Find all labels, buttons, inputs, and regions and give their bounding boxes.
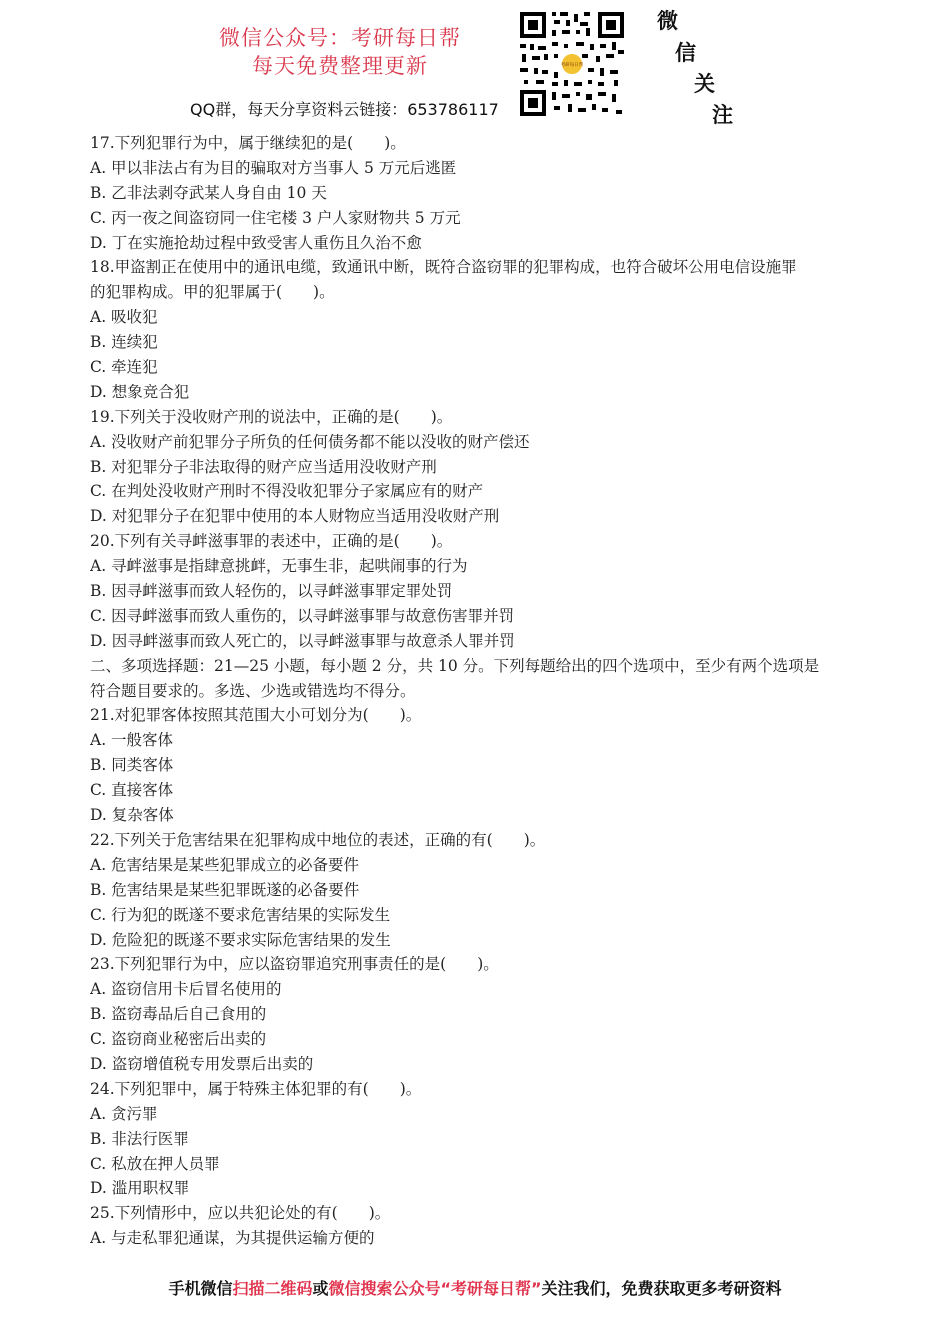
qr-center-label: 考研每日帮 bbox=[560, 63, 584, 68]
text-line: B. 非法行医罪 bbox=[90, 1129, 189, 1148]
footer-text-2: 关注我们，免费获取更多考研资料 bbox=[541, 1279, 782, 1298]
text-line: C. 因寻衅滋事而致人重伤的，以寻衅滋事罪与故意伤害罪并罚 bbox=[90, 606, 515, 625]
text-line: A. 一般客体 bbox=[90, 731, 174, 750]
text-line: A. 没收财产前犯罪分子所负的任何债务都不能以没收的财产偿还 bbox=[90, 432, 530, 451]
text-line: C. 丙一夜之间盗窃同一住宅楼 3 户人家财物共 5 万元 bbox=[90, 208, 461, 227]
text-line: 20.下列有关寻衅滋事罪的表述中，正确的是( )。 bbox=[90, 532, 453, 551]
promo-wechat-account: 微信公众号：考研每日帮 bbox=[219, 26, 461, 50]
text-line: B. 连续犯 bbox=[90, 333, 158, 352]
vertical-char-4: 注 bbox=[712, 103, 733, 127]
text-line: A. 贪污罪 bbox=[90, 1104, 158, 1123]
text-line: D. 滥用职权罪 bbox=[90, 1179, 190, 1198]
qr-code-image bbox=[518, 10, 626, 118]
text-line: 24.下列犯罪中，属于特殊主体犯罪的有( )。 bbox=[90, 1079, 422, 1098]
text-line: C. 私放在押人员罪 bbox=[90, 1154, 220, 1173]
text-line: C. 行为犯的既遂不要求危害结果的实际发生 bbox=[90, 905, 391, 924]
promo-daily-update: 每天免费整理更新 bbox=[252, 54, 428, 78]
text-line: C. 直接客体 bbox=[90, 781, 174, 800]
text-line: 18.甲盗割正在使用中的通讯电缆，致通讯中断，既符合盗窃罪的犯罪构成，也符合破坏公用电信设施罪 bbox=[90, 258, 797, 277]
text-line: C. 盗窃商业秘密后出卖的 bbox=[90, 1030, 267, 1049]
text-line: A. 甲以非法占有为目的骗取对方当事人 5 万元后逃匿 bbox=[90, 158, 457, 177]
text-line: D. 想象竞合犯 bbox=[90, 382, 190, 401]
page-footer bbox=[0, 1276, 950, 1299]
text-line: 21.对犯罪客体按照其范围大小可划分为( )。 bbox=[90, 706, 422, 725]
text-line: A. 吸收犯 bbox=[90, 308, 158, 327]
text-line: 符合题目要求的。多选、少选或错选均不得分。 bbox=[90, 681, 416, 700]
text-line: D. 因寻衅滋事而致人死亡的，以寻衅滋事罪与故意杀人罪并罚 bbox=[90, 631, 515, 650]
text-line: B. 危害结果是某些犯罪既遂的必备要件 bbox=[90, 880, 360, 899]
qq-group-text: QQ群，每天分享资料云链接：653786117 bbox=[190, 100, 499, 119]
text-line: B. 同类客体 bbox=[90, 756, 174, 775]
footer-search-account: 微信搜索公众号 bbox=[328, 1279, 441, 1298]
text-line: 23.下列犯罪行为中，应以盗窃罪追究刑事责任的是( )。 bbox=[90, 955, 499, 974]
footer-text-or: 或 bbox=[312, 1279, 329, 1298]
text-line: 19.下列关于没收财产刑的说法中，正确的是( )。 bbox=[90, 407, 453, 426]
text-line: A. 与走私罪犯通谋，为其提供运输方便的 bbox=[90, 1229, 375, 1248]
text-line: C. 在判处没收财产刑时不得没收犯罪分子家属应有的财产 bbox=[90, 482, 484, 501]
text-line: A. 危害结果是某些犯罪成立的必备要件 bbox=[90, 855, 360, 874]
text-line: 的犯罪构成。甲的犯罪属于( )。 bbox=[90, 283, 335, 302]
footer-scan-qr: 扫描二维码 bbox=[232, 1279, 313, 1298]
text-line: 二、多项选择题：21—25 小题，每小题 2 分，共 10 分。下列每题给出的四个选项中，至少有两个选项是 bbox=[90, 656, 820, 675]
text-line: A. 寻衅滋事是指肆意挑衅，无事生非，起哄闹事的行为 bbox=[90, 557, 468, 576]
text-line: B. 乙非法剥夺武某人身自由 10 天 bbox=[90, 183, 327, 202]
text-line: B. 因寻衅滋事而致人轻伤的，以寻衅滋事罪定罪处罚 bbox=[90, 582, 453, 601]
text-line: B. 对犯罪分子非法取得的财产应当适用没收财产刑 bbox=[90, 457, 437, 476]
text-line: 22.下列关于危害结果在犯罪构成中地位的表述，正确的有( )。 bbox=[90, 830, 546, 849]
text-line: 25.下列情形中，应以共犯论处的有( )。 bbox=[90, 1204, 391, 1223]
footer-account-name: “考研每日帮” bbox=[440, 1279, 542, 1298]
vertical-char-1: 微 bbox=[657, 9, 678, 33]
text-line: A. 盗窃信用卡后冒名使用的 bbox=[90, 980, 282, 999]
text-line: D. 对犯罪分子在犯罪中使用的本人财物应当适用没收财产刑 bbox=[90, 507, 500, 526]
text-line: C. 牵连犯 bbox=[90, 358, 158, 377]
footer-text-1: 手机微信 bbox=[168, 1279, 233, 1298]
vertical-char-3: 关 bbox=[694, 72, 715, 96]
text-line: D. 盗窃增值税专用发票后出卖的 bbox=[90, 1054, 314, 1073]
text-line: D. 危险犯的既遂不要求实际危害结果的发生 bbox=[90, 930, 391, 949]
question-content bbox=[90, 131, 870, 1251]
text-line: 17.下列犯罪行为中，属于继续犯的是( )。 bbox=[90, 134, 406, 152]
text-line: D. 丁在实施抢劫过程中致受害人重伤且久治不愈 bbox=[90, 233, 422, 252]
page-header bbox=[0, 0, 950, 130]
text-line: B. 盗窃毒品后自己食用的 bbox=[90, 1005, 267, 1024]
text-line: D. 复杂客体 bbox=[90, 806, 174, 825]
vertical-char-2: 信 bbox=[675, 41, 696, 65]
